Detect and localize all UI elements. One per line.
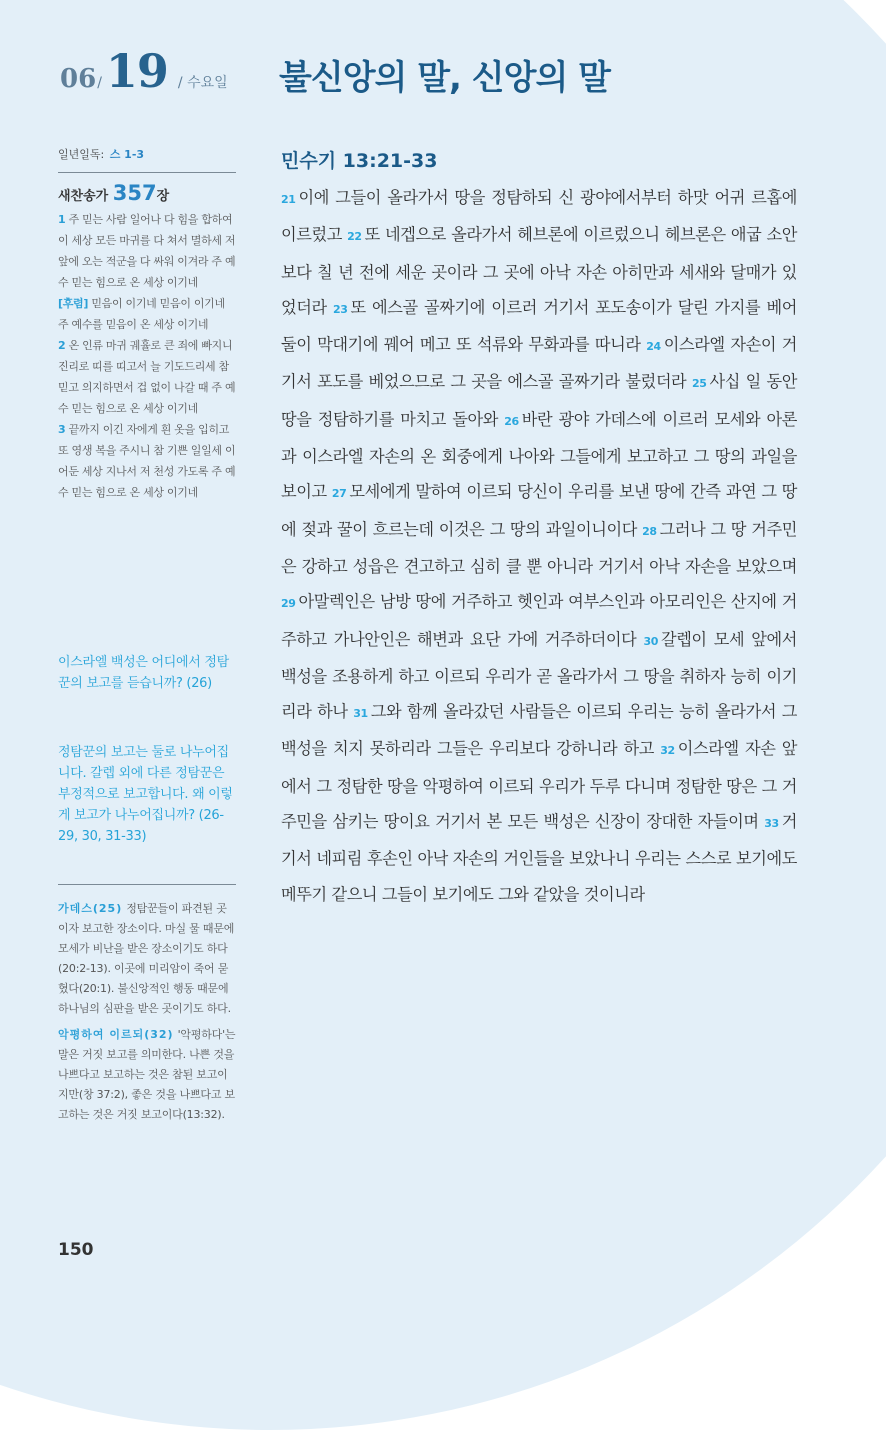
date-weekday: / 수요일 bbox=[177, 75, 228, 91]
page-number: 150 bbox=[58, 1240, 94, 1260]
verse-text: 그와 함께 올라갔던 사람들은 이르되 우리는 능히 올라가서 그 백성을 치지 못하리라 그들은 우리보다 강하니라 하고 bbox=[281, 702, 797, 759]
verse-text: 거기서 네피림 후손인 아낙 자손의 거인들을 보았나니 우리는 스스로 보기에도 메뚜기 같으니 그들이 보기에도 그와 같았을 것이니라 bbox=[281, 812, 797, 904]
hymn-suffix: 장 bbox=[156, 189, 170, 204]
divider bbox=[58, 172, 236, 173]
verse-text: 사십 일 동안 땅을 정탐하기를 마치고 돌아와 bbox=[281, 372, 797, 429]
note-term: 악평하여 이르되(32) bbox=[58, 1028, 174, 1041]
date-header bbox=[60, 44, 228, 98]
hymn-lyrics bbox=[58, 209, 236, 503]
hymn-label: 새찬송가 bbox=[58, 189, 109, 204]
hymn-chorus bbox=[58, 293, 236, 335]
verse-text: 주 믿는 사람 일어나 다 힘을 합하여 이 세상 모든 마귀를 다 쳐서 멸하세 저 앞에 오는 적군을 다 싸워 이겨라 주 예수 믿는 힘으로 온 세상 이기네 bbox=[58, 213, 236, 289]
date-separator: / bbox=[97, 75, 102, 91]
hymn-number: 357 bbox=[112, 181, 157, 205]
verse-text: 이스라엘 자손이 거기서 포도를 베었으므로 그 곳을 에스골 골짜기라 불렀더라 bbox=[281, 335, 798, 392]
note-text: '악평하다'는 말은 거짓 보고를 의미한다. 나쁜 것을 나쁘다고 보고하는 것은 참된 보고이지만(창 37:2), 좋은 것을 나쁘다고 보고하는 것은 거짓 보고이다(13:32). bbox=[58, 1028, 236, 1121]
note bbox=[58, 899, 236, 1019]
verse-number: 22 bbox=[347, 230, 362, 244]
date-month: 06 bbox=[60, 64, 97, 94]
hymn-heading bbox=[58, 181, 236, 205]
verse-text: 믿음이 이기네 믿음이 이기네 주 예수를 믿음이 온 세상 이기네 bbox=[58, 297, 225, 331]
sidebar bbox=[58, 146, 236, 503]
verse-number: 26 bbox=[504, 414, 519, 428]
verse-text: 이에 그들이 올라가서 땅을 정탐하되 신 광야에서부터 하맛 어귀 르홉에 이르렀고 bbox=[281, 188, 797, 245]
verse-number: 25 bbox=[691, 377, 707, 391]
scripture-reference: 민수기 13:21-33 bbox=[281, 150, 438, 172]
page-title: 불신앙의 말, 신앙의 말 bbox=[279, 58, 611, 98]
question: 이스라엘 백성은 어디에서 정탐꾼의 보고를 듣습니까? (26) bbox=[58, 655, 229, 691]
verse-number: 3 bbox=[58, 423, 66, 436]
verse-text: 그러나 그 땅 거주민은 강하고 성읍은 견고하고 심히 클 뿐 아니라 거기서 아낙 자손을 보았으며 bbox=[281, 519, 798, 576]
verse-number: 33 bbox=[764, 817, 779, 831]
annual-reading bbox=[58, 146, 236, 162]
verse-text: 아말렉인은 남방 땅에 거주하고 헷인과 여부스인과 아모리인은 산지에 거주하고 가나안인은 해변과 요단 가에 거주하더이다 bbox=[281, 592, 797, 649]
verse-number: 27 bbox=[331, 487, 347, 501]
note bbox=[58, 1025, 236, 1125]
hymn-verse bbox=[58, 209, 236, 293]
verse-number: 29 bbox=[281, 597, 296, 611]
verse-number: 30 bbox=[643, 634, 658, 648]
verse-text: 이스라엘 자손 앞에서 그 정탐한 땅을 악평하여 이르되 우리가 두루 다니며 정탐한 땅은 그 거주민을 삼키는 땅이요 거기서 본 모든 백성은 신장이 장대한 자들이며 bbox=[281, 739, 797, 832]
verse-text: 또 에스골 골짜기에 이르러 거기서 포도송이가 달린 가지를 베어 둘이 막대기에 꿰어 메고 또 석류와 무화과를 따니라 bbox=[281, 297, 797, 355]
notes bbox=[58, 899, 236, 1131]
note-text: 정탐꾼들이 파견된 곳이자 보고한 장소이다. 마실 물 때문에 모세가 비난을 받은 장소이기도 하다(20:2-13). 이곳에 미리암이 죽어 묻혔다(20:1). 불신앙적인 행동 때문에 하나님의 심판을 받은 곳이기도 하다. bbox=[58, 902, 235, 1015]
verse-number: 2 bbox=[58, 339, 66, 352]
verse-number: 28 bbox=[642, 524, 657, 538]
verse-number: 1 bbox=[58, 213, 66, 226]
divider bbox=[58, 884, 236, 885]
verse-number: 23 bbox=[333, 302, 348, 316]
verse-text: 바란 광야 가데스에 이르러 모세와 아론과 이스라엘 자손의 온 회중에게 나아와 그들에게 보고하고 그 땅의 과일을 보이고 bbox=[281, 409, 797, 502]
verse-number: 21 bbox=[281, 193, 296, 206]
annual-reading-label: 일년일독: bbox=[58, 148, 105, 161]
scripture-text bbox=[281, 180, 797, 912]
verse-text: 끝까지 이긴 자에게 흰 옷을 입히고 또 영생 복을 주시니 참 기쁜 일일세 이 어둔 세상 지나서 저 천성 가도록 주 예수 믿는 힘으로 온 세상 이기네 bbox=[58, 423, 236, 499]
verse-text: 온 인류 마귀 궤휼로 큰 죄에 빠지니 진리로 띠를 띠고서 늘 기도드리세 참 믿고 의지하면서 겁 없이 나갈 때 주 예수 믿는 힘으로 온 세상 이기네 bbox=[58, 339, 236, 415]
hymn-verse bbox=[58, 335, 236, 419]
verse-number: 32 bbox=[660, 744, 675, 758]
verse-number: [후렴] bbox=[58, 297, 89, 310]
verse-number: 31 bbox=[353, 707, 368, 721]
verse-number: 24 bbox=[646, 340, 661, 354]
note-term: 가데스(25) bbox=[58, 902, 123, 915]
verse-text: 모세에게 말하여 이르되 당신이 우리를 보낸 땅에 간즉 과연 그 땅에 젖과 꿀이 흐르는데 이것은 그 땅의 과일이니이다 bbox=[281, 482, 798, 539]
annual-reading-ref: 스 1-3 bbox=[109, 148, 145, 161]
verse-text: 갈렙이 모세 앞에서 백성을 조용하게 하고 이르되 우리가 곧 올라가서 그 땅을 취하자 능히 이기리라 하나 bbox=[281, 629, 797, 722]
verse-text: 또 네겝으로 올라가서 헤브론에 이르렀으니 헤브론은 애굽 소안보다 칠 년 전에 세운 곳이라 그 곳에 아낙 자손 아히만과 세새와 달매가 있었더라 bbox=[281, 225, 797, 317]
question: 정탐꾼의 보고는 둘로 나누어집니다. 갈렙 외에 다른 정탐꾼은 부정적으로 보고합니다. 왜 이렇게 보고가 나누어집니까? (26-29, 30, 31-33) bbox=[58, 745, 233, 844]
date-day: 19 bbox=[105, 44, 168, 98]
hymn-verse bbox=[58, 419, 236, 503]
